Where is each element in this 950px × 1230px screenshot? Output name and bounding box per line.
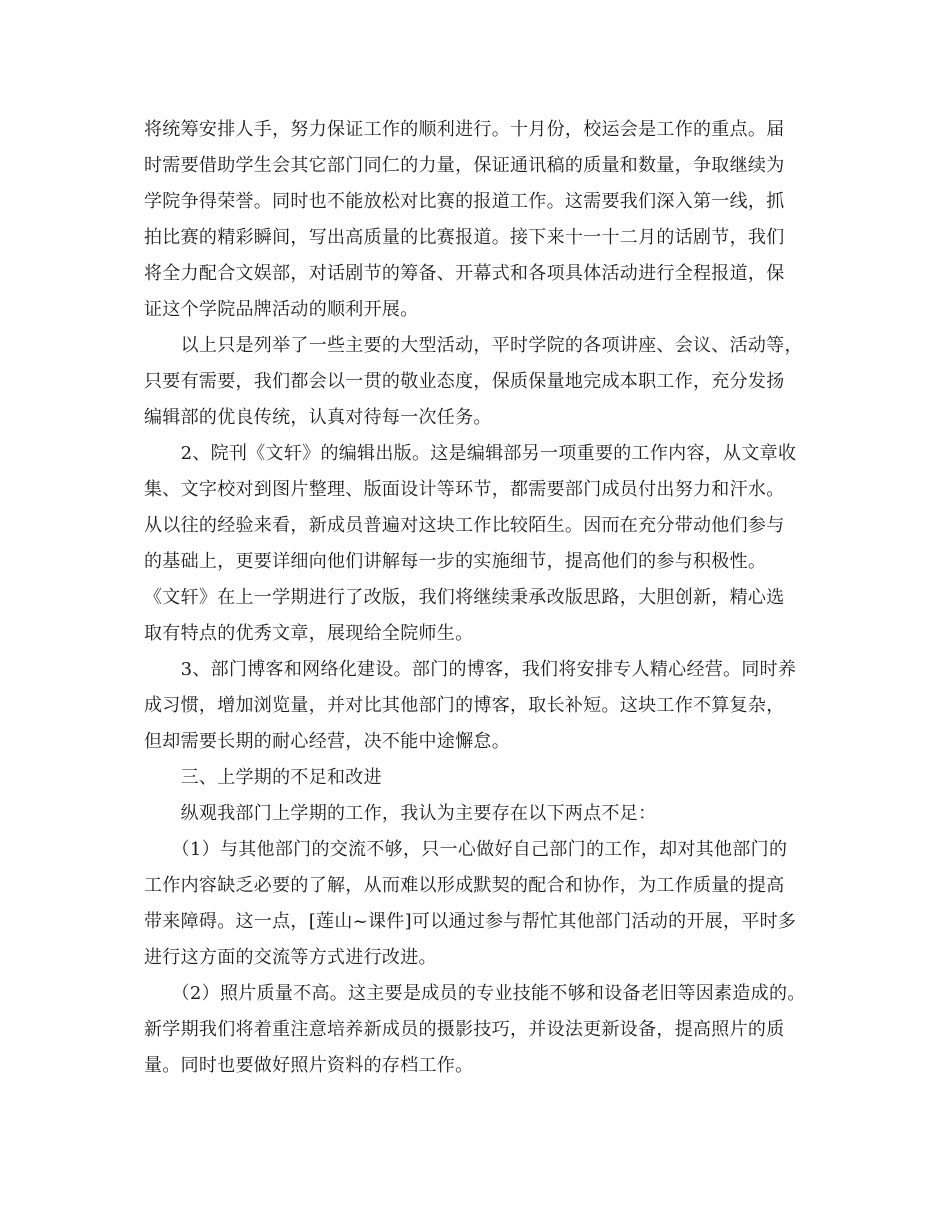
- text-line: 拍比赛的精彩瞬间，写出高质量的比赛报道。接下来十一十二月的话剧节，我们: [144, 227, 785, 248]
- text-line: 2、院刊《文轩》的编辑出版。这是编辑部另一项重要的工作内容，从文章收: [144, 443, 797, 464]
- text-line: 学院争得荣誉。同时也不能放松对比赛的报道工作。这需要我们深入第一线，抓: [144, 191, 785, 212]
- text-line: 《文轩》在上一学期进行了改版，我们将继续秉承改版思路，大胆创新，精心选: [144, 587, 785, 608]
- text-line: 3、部门博客和网络化建设。部门的博客，我们将安排专人精心经营。同时养: [144, 659, 797, 680]
- text-line: 取有特点的优秀文章，展现给全院师生。: [144, 623, 474, 644]
- text-line: 带来障碍。这一点，[莲山~课件]可以通过参与帮忙其他部门活动的开展，平时多: [144, 911, 797, 932]
- text-line: 成习惯，增加浏览量，并对比其他部门的博客，取长补短。这块工作不算复杂，: [144, 695, 785, 716]
- text-line: 量。同时也要做好照片资料的存档工作。: [144, 1055, 474, 1076]
- text-line: 从以往的经验来看，新成员普遍对这块工作比较陌生。因而在充分带动他们参与: [144, 515, 785, 536]
- text-line: 以上只是列举了一些主要的大型活动，平时学院的各项讲座、会议、活动等，: [144, 335, 803, 356]
- text-line: 集、文字校对到图片整理、版面设计等环节，都需要部门成员付出努力和汗水。: [144, 479, 785, 500]
- text-line: 将全力配合文娱部，对话剧节的筹备、开幕式和各项具体活动进行全程报道，保: [144, 263, 785, 284]
- text-line: 但却需要长期的耐心经营，决不能中途懈怠。: [144, 731, 510, 752]
- text-line: 时需要借助学生会其它部门同仁的力量，保证通讯稿的质量和数量，争取继续为: [144, 155, 785, 176]
- text-line: 只要有需要，我们都会以一贯的敬业态度，保质保量地完成本职工作，充分发扬: [144, 371, 785, 392]
- text-line: （2）照片质量不高。这主要是成员的专业技能不够和设备老旧等因素造成的。: [144, 983, 806, 1004]
- text-line: 工作内容缺乏必要的了解，从而难以形成默契的配合和协作，为工作质量的提高: [144, 875, 785, 896]
- text-line: 纵观我部门上学期的工作，我认为主要存在以下两点不足：: [144, 803, 657, 824]
- text-line: 编辑部的优良传统，认真对待每一次任务。: [144, 407, 492, 428]
- text-line: （1）与其他部门的交流不够，只一心做好自己部门的工作，却对其他部门的: [144, 839, 788, 860]
- section-heading: 三、上学期的不足和改进: [144, 767, 382, 788]
- text-line: 的基础上，更要详细向他们讲解每一步的实施细节，提高他们的参与积极性。: [144, 551, 767, 572]
- text-line: 进行这方面的交流等方式进行改进。: [144, 947, 437, 968]
- text-line: 将统筹安排人手，努力保证工作的顺利进行。十月份，校运会是工作的重点。届: [144, 119, 785, 140]
- text-line: 新学期我们将着重注意培养新成员的摄影技巧，并设法更新设备，提高照片的质: [144, 1019, 785, 1040]
- text-line: 证这个学院品牌活动的顺利开展。: [144, 299, 419, 320]
